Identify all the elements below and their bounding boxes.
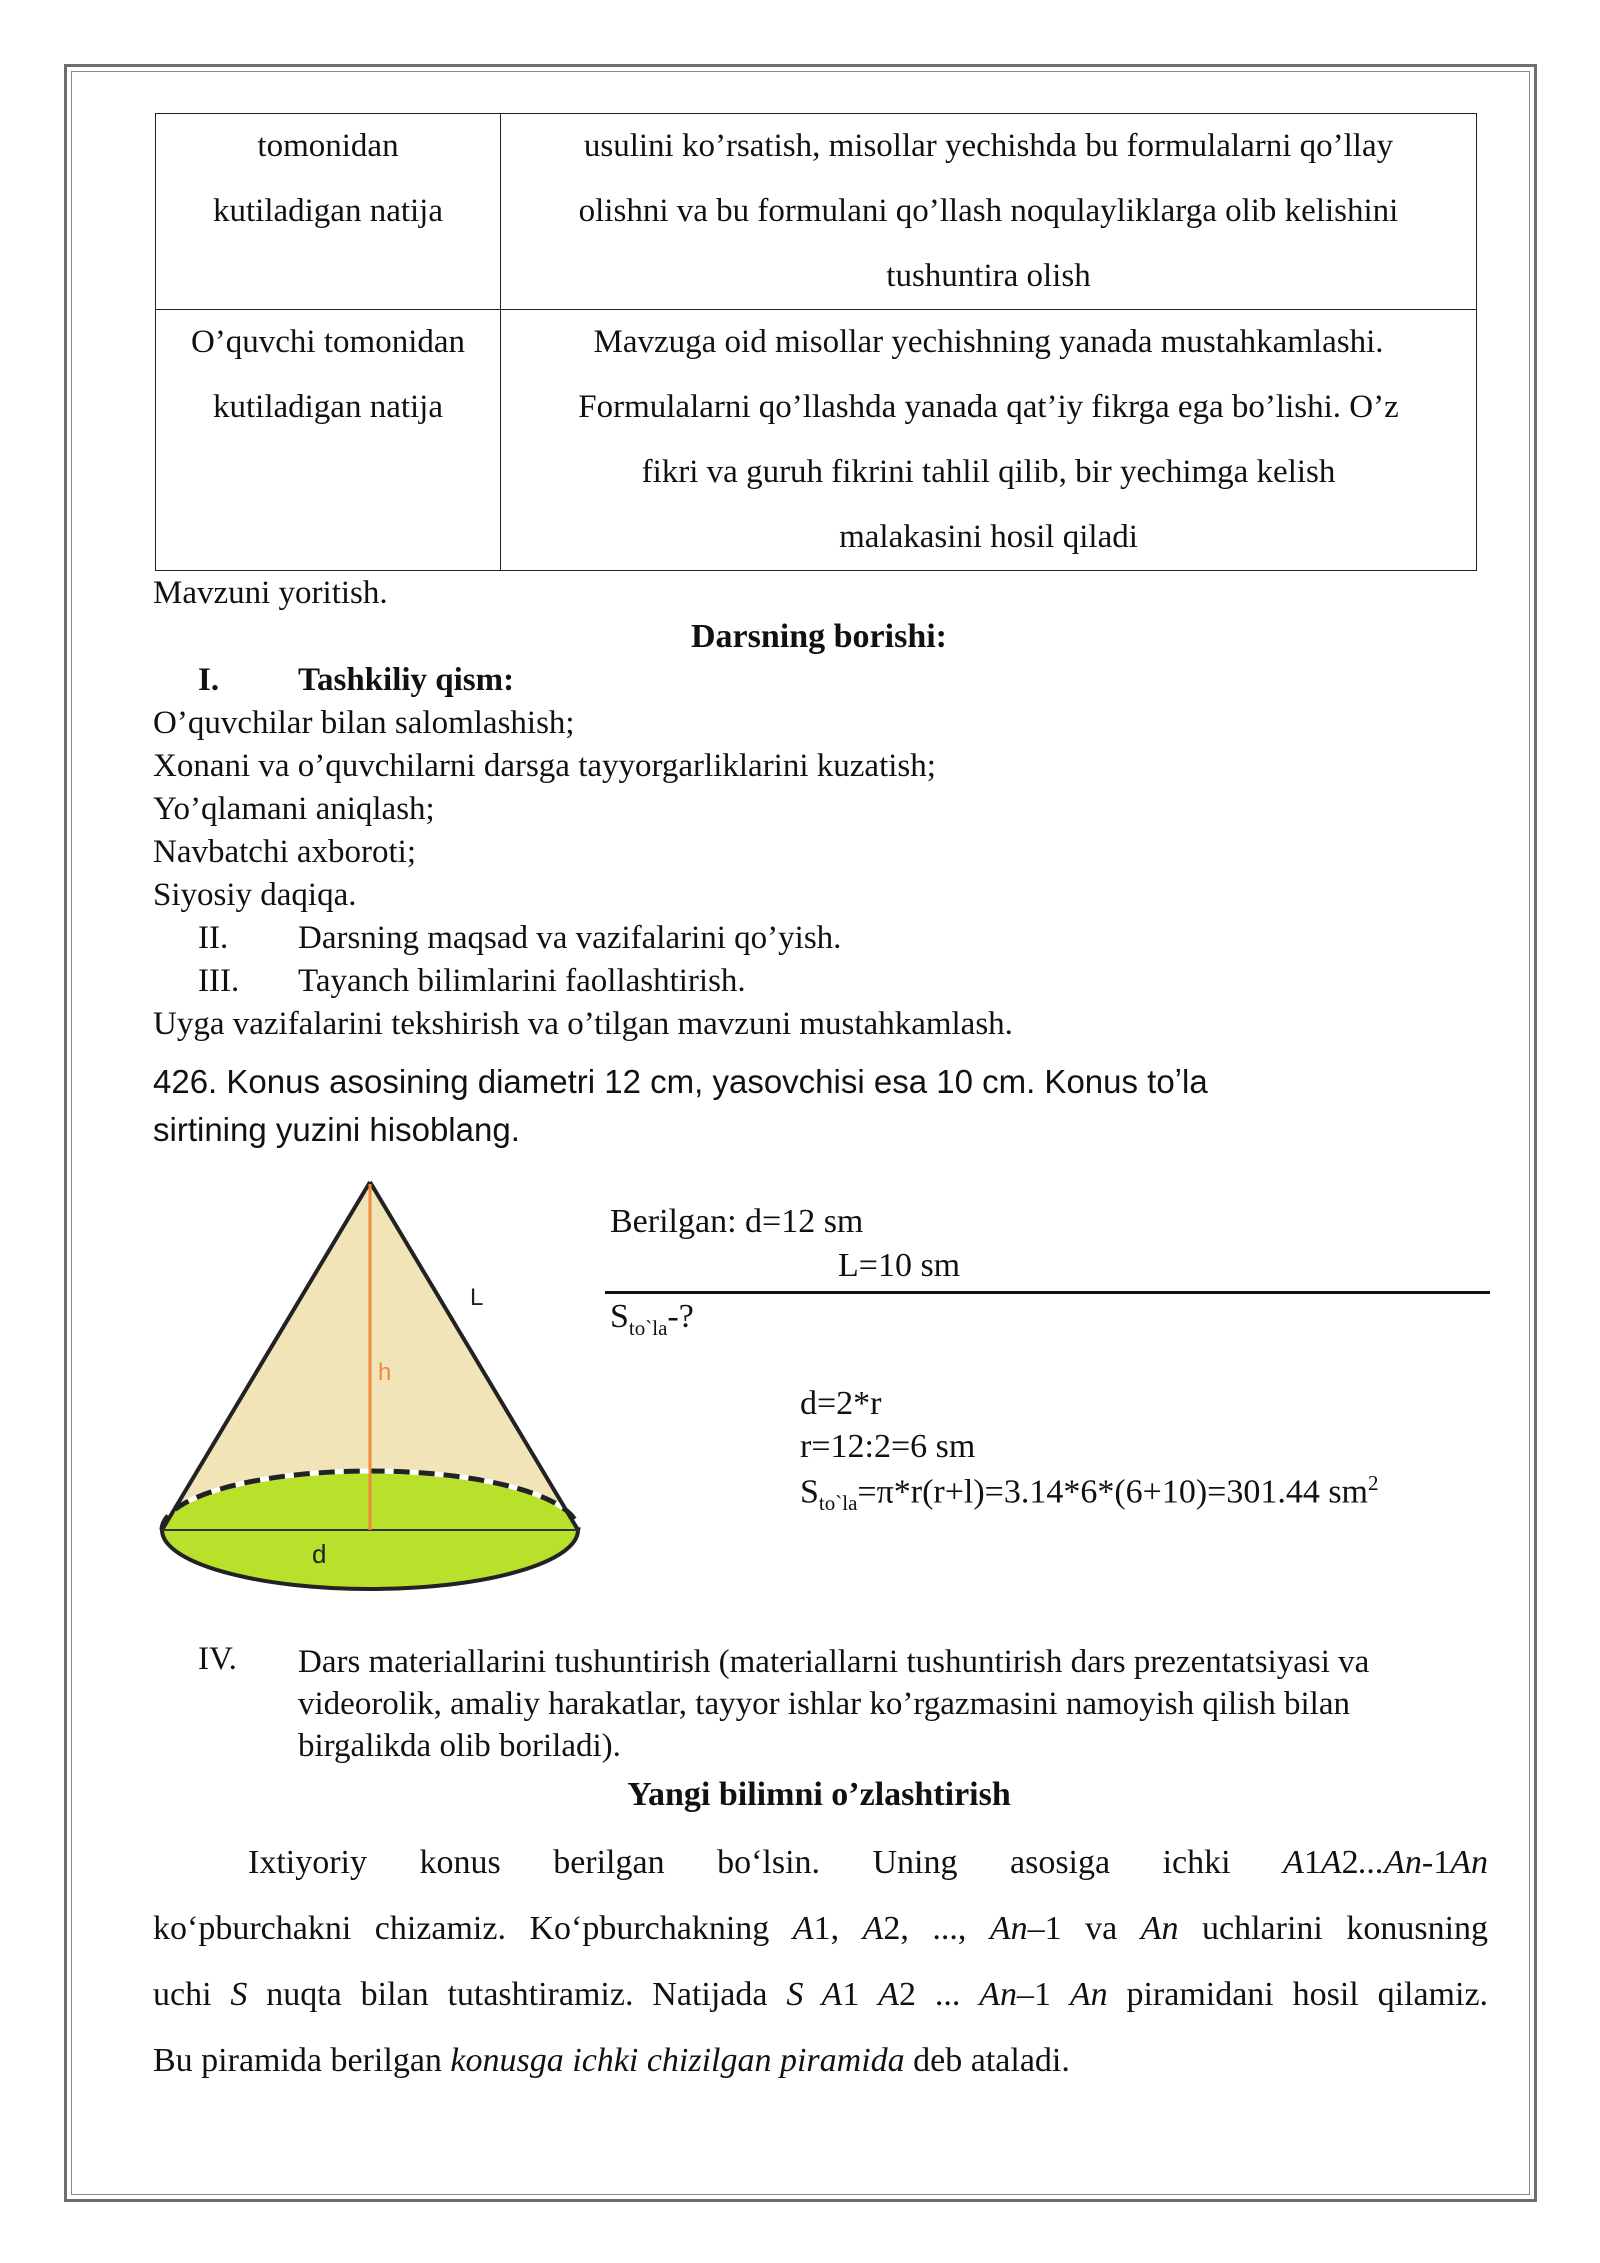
para-italic: A (1320, 1844, 1342, 1881)
section-2-number: II. (198, 920, 229, 956)
para-italic: An (1450, 1844, 1488, 1881)
problem-line: 426. Konus asosining diametri 12 cm, yasovchisi esa 10 cm. Konus toʼla (153, 1063, 1208, 1100)
find-rest: -? (667, 1298, 694, 1335)
mavzu-line: Mavzuni yoritish. (153, 575, 388, 611)
cell-line: Mavzuga oid misollar yechishning yanada mustahkamlashi. (593, 324, 1384, 360)
solution-line-1: d=2*r (800, 1385, 882, 1422)
list-item: Navbatchi axboroti; (153, 834, 417, 870)
section-4-text: Dars materiallarini tushuntirish (materiallarni tushuntirish dars prezentatsiyasi va videorolik, amaliy harakatlar, tayyor ishlar ko’rgazmasini namoyish qilish bilan birgalikda olib boriladi). (298, 1644, 1370, 1764)
para-text: piramidani hosil qilamiz. (1107, 1976, 1489, 2013)
cell-line: tushuntira olish (886, 258, 1091, 294)
label-L: L (470, 1284, 484, 1311)
cell-line: usulini ko’rsatish, misollar yechishda bu formulalarni qo’llay (583, 128, 1394, 164)
section-1-title: Tashkiliy qism: (298, 662, 515, 698)
label-d: d (312, 1539, 327, 1569)
para-italic: S (230, 1976, 248, 2013)
given-divider (605, 1291, 1490, 1294)
cell-line: fikri va guruh fikrini tahlil qilib, bir yechimga kelish (641, 454, 1336, 490)
given-d: Berilgan: d=12 sm (610, 1203, 864, 1240)
problem-line: sirtining yuzini hisoblang. (153, 1111, 520, 1148)
para-italic: A (1283, 1844, 1304, 1881)
sol-s: S (800, 1473, 819, 1511)
given-l: L=10 sm (838, 1247, 961, 1284)
list-item: Xonani va o’quvchilarni darsga tayyorgarliklarini kuzatish; (153, 748, 936, 784)
para-italic: konusga ichki chizilgan piramida (450, 2042, 905, 2079)
para-line-4 (153, 2028, 1488, 2094)
yangi-heading: Yangi bilimni o’zlashtirish (627, 1776, 1011, 1813)
cell-line: O’quvchi tomonidan (190, 324, 466, 360)
table-cell (501, 310, 1477, 571)
body-paragraph (153, 1830, 1488, 2094)
cell-line: kutiladigan natija (212, 389, 444, 425)
section-2-title: Darsning maqsad va vazifalarini qo’yish. (298, 920, 842, 956)
para-text: 2 (1341, 1844, 1359, 1881)
para-text: –1 (1016, 1976, 1070, 2013)
para-text: 1, (813, 1910, 863, 1947)
list-item: Yo’qlamani aniqlash; (153, 791, 435, 827)
para-text: uchlarini konusning (1178, 1910, 1489, 1947)
para-italic: An (1069, 1976, 1108, 2013)
section-3-number: III. (198, 963, 240, 999)
para-text: –1 va (1027, 1910, 1141, 1947)
solution-line-3 (800, 1471, 1379, 1516)
list-item: O’quvchilar bilan salomlashish; (153, 705, 575, 741)
section-1-number: I. (198, 662, 220, 698)
para-italic: A (878, 1976, 899, 2013)
para-text: 1 (1303, 1844, 1321, 1881)
para-text: deb ataladi. (904, 2042, 1070, 2079)
borishi-heading: Darsning borishi: (691, 618, 947, 655)
para-line-1 (153, 1830, 1488, 1896)
cone-figure (150, 1170, 590, 1615)
find-sub: to`la (628, 1315, 668, 1340)
table-cell (156, 310, 501, 571)
para-italic: An (979, 1976, 1017, 2013)
find-line (610, 1298, 694, 1341)
table-cell (156, 114, 501, 310)
para-text: uchi (153, 1976, 231, 2013)
section-4-number: IV. (198, 1641, 237, 1677)
para-text: Bu piramida berilgan (153, 2042, 451, 2079)
para-line-2 (153, 1896, 1488, 1962)
cell-line: olishni va bu formulani qo’llash noqulayliklarga olib kelishini (578, 193, 1399, 229)
para-text: 2 ... (898, 1976, 980, 2013)
cell-line: malakasini hosil qiladi (839, 519, 1138, 555)
para-italic: An (1140, 1910, 1179, 1947)
homework-line: Uyga vazifalarini tekshirish va o’tilgan mavzuni mustahkamlash. (153, 1006, 1013, 1042)
cell-line: kutiladigan natija (212, 193, 444, 229)
para-text: -1 (1421, 1844, 1451, 1881)
para-text: 2, ..., (883, 1910, 990, 1947)
para-italic: S A (786, 1976, 843, 2013)
sol-sup: 2 (1368, 1471, 1379, 1495)
para-line-3 (153, 1962, 1488, 2028)
cell-line: Formulalarni qo’llashda yanada qat’iy fikrga ega bo’lishi. O’z (578, 389, 1399, 425)
table-row (156, 310, 1477, 571)
find-s: S (610, 1298, 629, 1335)
para-italic: A (792, 1910, 814, 1947)
list-item: Siyosiy daqiqa. (153, 877, 357, 913)
para-italic: An (989, 1910, 1028, 1947)
para-italic: ...An (1358, 1844, 1422, 1881)
cell-line: tomonidan (257, 128, 399, 164)
para-italic: A (862, 1910, 884, 1947)
para-text: 1 (842, 1976, 879, 2013)
table-cell (501, 114, 1477, 310)
sol-sub: to`la (818, 1491, 858, 1516)
para-text: koʻpburchakni chizamiz. Koʻpburchakning (153, 1910, 793, 1947)
sol-rest: =π*r(r+l)=3.14*6*(6+10)=301.44 sm (857, 1473, 1369, 1511)
results-table (155, 113, 1477, 571)
label-h: h (378, 1359, 392, 1386)
para-text: nuqta bilan tutashtiramiz. Natijada (247, 1976, 787, 2013)
section-3-title: Tayanch bilimlarini faollashtirish. (298, 963, 746, 999)
table-row (156, 114, 1477, 310)
problem-text (153, 1058, 1453, 1154)
para-text: Ixtiyoriy konus berilgan boʻlsin. Uning asosiga ichki (248, 1844, 1284, 1881)
solution-line-2: r=12:2=6 sm (800, 1428, 976, 1465)
